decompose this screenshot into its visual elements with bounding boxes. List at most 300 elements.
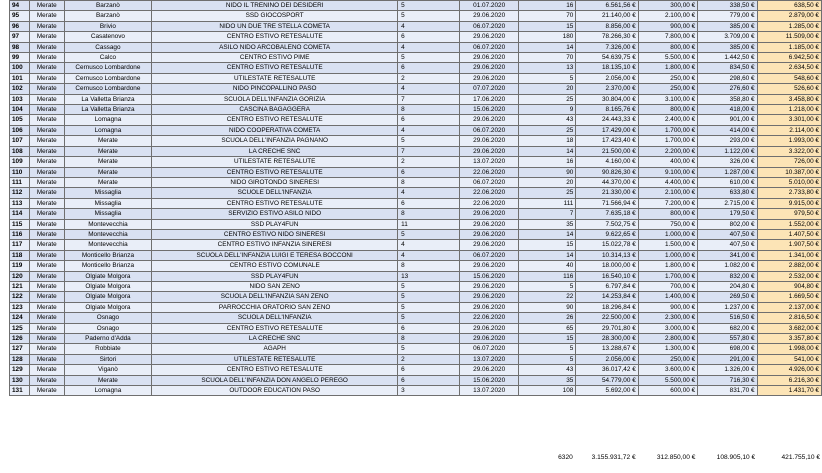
service-name-cell: CENTRO ESTIVO RETESALUTE	[152, 198, 398, 208]
amount-cell: 15.022,78 €	[576, 240, 638, 250]
children-cell: 15	[519, 21, 576, 31]
total-cell: 3.301,00 €	[757, 115, 821, 125]
children-cell: 35	[519, 375, 576, 385]
weeks-cell: 6	[398, 32, 460, 42]
children-cell: 5	[519, 281, 576, 291]
extra-cell: 298,60 €	[698, 73, 757, 83]
children-cell: 25	[519, 125, 576, 135]
municipality-cell: La Valletta Brianza	[64, 94, 152, 104]
municipality-cell: Cernusco Lombardone	[64, 84, 152, 94]
extra-cell: 834,50 €	[698, 63, 757, 73]
municipality-cell: Brivio	[64, 21, 152, 31]
children-cell: 108	[519, 386, 576, 396]
table-row	[10, 209, 822, 219]
extra-cell: 276,60 €	[698, 84, 757, 94]
amount-cell: 16.540,10 €	[576, 271, 638, 281]
total-cell: 3.682,00 €	[757, 323, 821, 333]
start-date-cell: 15.06.2020	[459, 271, 518, 281]
contribution-cell: 800,00 €	[638, 105, 697, 115]
start-date-cell: 01.07.2020	[459, 1, 518, 11]
contribution-cell: 2.300,00 €	[638, 313, 697, 323]
row-number: 111	[10, 177, 30, 187]
contribution-cell: 2.200,00 €	[638, 146, 697, 156]
start-date-cell: 15.06.2020	[459, 375, 518, 385]
weeks-cell: 4	[398, 42, 460, 52]
service-name-cell: SSD PLAY4FUN	[152, 219, 398, 229]
weeks-cell: 8	[398, 177, 460, 187]
service-name-cell: CASCINA BAGAGGERA	[152, 105, 398, 115]
province-cell: Merate	[29, 32, 64, 42]
children-cell: 13	[519, 63, 576, 73]
extra-cell: 269,50 €	[698, 292, 757, 302]
contribution-cell: 250,00 €	[638, 73, 697, 83]
start-date-cell: 29.06.2020	[459, 240, 518, 250]
service-name-cell: SCUOLA DELL'INFANZIA PAGNANO	[152, 136, 398, 146]
amount-cell: 78.266,30 €	[576, 32, 638, 42]
amount-cell: 9.622,65 €	[576, 229, 638, 239]
extra-cell: 326,00 €	[698, 157, 757, 167]
row-number: 101	[10, 73, 30, 83]
extra-cell: 341,00 €	[698, 250, 757, 260]
children-cell: 40	[519, 261, 576, 271]
row-number: 119	[10, 261, 30, 271]
extra-cell: 557,80 €	[698, 334, 757, 344]
extra-cell: 179,50 €	[698, 209, 757, 219]
start-date-cell: 06.07.2020	[459, 177, 518, 187]
contribution-cell: 750,00 €	[638, 219, 697, 229]
weeks-cell: 8	[398, 209, 460, 219]
weeks-cell: 5	[398, 313, 460, 323]
service-name-cell: UTILESTATE RETESALUTE	[152, 73, 398, 83]
total-cell: 2.634,50 €	[757, 63, 821, 73]
service-name-cell: PARROCCHIA ORATORIO SAN ZENO	[152, 302, 398, 312]
contribution-cell: 3.100,00 €	[638, 94, 697, 104]
start-date-cell: 29.06.2020	[459, 73, 518, 83]
table-row	[10, 354, 822, 364]
start-date-cell: 29.06.2020	[459, 323, 518, 333]
contribution-cell: 7.200,00 €	[638, 198, 697, 208]
province-cell: Merate	[29, 177, 64, 187]
service-name-cell: NIDO SAN ZENO	[152, 281, 398, 291]
province-cell: Merate	[29, 302, 64, 312]
extra-cell: 3.709,00 €	[698, 32, 757, 42]
province-cell: Merate	[29, 73, 64, 83]
amount-cell: 8.856,00 €	[576, 21, 638, 31]
contribution-cell: 5.500,00 €	[638, 53, 697, 63]
table-row	[10, 84, 822, 94]
total-cell: 6.216,30 €	[757, 375, 821, 385]
contribution-cell: 3.000,00 €	[638, 323, 697, 333]
start-date-cell: 22.06.2020	[459, 313, 518, 323]
province-cell: Merate	[29, 21, 64, 31]
province-cell: Merate	[29, 167, 64, 177]
municipality-cell: Merate	[64, 375, 152, 385]
extra-cell: 832,00 €	[698, 271, 757, 281]
municipality-cell: Monticello Brianza	[64, 261, 152, 271]
extra-cell: 610,00 €	[698, 177, 757, 187]
province-cell: Merate	[29, 146, 64, 156]
amount-cell: 6.561,56 €	[576, 1, 638, 11]
total-cell: 2.882,00 €	[757, 261, 821, 271]
table-row	[10, 21, 822, 31]
total-cell: 1.907,50 €	[757, 240, 821, 250]
amount-cell: 44.370,00 €	[576, 177, 638, 187]
table-row	[10, 323, 822, 333]
total-sum-b: 312.850,00 €	[656, 453, 696, 461]
service-name-cell: SCUOLA DELL'INFANZIA DON ANGELO PEREGO	[152, 375, 398, 385]
table-row	[10, 157, 822, 167]
row-number: 97	[10, 32, 30, 42]
children-cell: 22	[519, 292, 576, 302]
service-name-cell: UTILESTATE RETESALUTE	[152, 354, 398, 364]
children-cell: 70	[519, 11, 576, 21]
municipality-cell: Montevecchia	[64, 219, 152, 229]
contribution-cell: 700,00 €	[638, 281, 697, 291]
start-date-cell: 29.06.2020	[459, 302, 518, 312]
total-cell: 2.137,00 €	[757, 302, 821, 312]
weeks-cell: 5	[398, 136, 460, 146]
total-cell: 1.407,50 €	[757, 229, 821, 239]
service-name-cell: LA CRECHE SNC	[152, 146, 398, 156]
row-number: 122	[10, 292, 30, 302]
amount-cell: 18.296,84 €	[576, 302, 638, 312]
service-name-cell: NIDO COOPERATIVA COMETA	[152, 125, 398, 135]
children-cell: 43	[519, 365, 576, 375]
table-row	[10, 219, 822, 229]
extra-cell: 716,30 €	[698, 375, 757, 385]
children-cell: 14	[519, 42, 576, 52]
province-cell: Merate	[29, 136, 64, 146]
start-date-cell: 13.07.2020	[459, 386, 518, 396]
total-cell: 638,50 €	[757, 1, 821, 11]
total-cell: 979,50 €	[757, 209, 821, 219]
weeks-cell: 7	[398, 146, 460, 156]
table-row	[10, 344, 822, 354]
municipality-cell: Lomagna	[64, 115, 152, 125]
children-cell: 180	[519, 32, 576, 42]
row-number: 126	[10, 334, 30, 344]
province-cell: Merate	[29, 188, 64, 198]
province-cell: Merate	[29, 229, 64, 239]
start-date-cell: 29.06.2020	[459, 219, 518, 229]
amount-cell: 71.566,94 €	[576, 198, 638, 208]
weeks-cell: 5	[398, 11, 460, 21]
row-number: 130	[10, 375, 30, 385]
start-date-cell: 17.06.2020	[459, 94, 518, 104]
contribution-cell: 2.100,00 €	[638, 188, 697, 198]
row-number: 98	[10, 42, 30, 52]
municipality-cell: Montevecchia	[64, 240, 152, 250]
row-number: 96	[10, 21, 30, 31]
contribution-cell: 9.100,00 €	[638, 167, 697, 177]
extra-cell: 414,00 €	[698, 125, 757, 135]
service-name-cell: CENTRO ESTIVO PIME	[152, 53, 398, 63]
weeks-cell: 5	[398, 281, 460, 291]
table-row	[10, 261, 822, 271]
table-row	[10, 53, 822, 63]
children-cell: 16	[519, 1, 576, 11]
extra-cell: 1.237,00 €	[698, 302, 757, 312]
municipality-cell: Merate	[64, 167, 152, 177]
children-cell: 7	[519, 209, 576, 219]
contribution-cell: 4.400,00 €	[638, 177, 697, 187]
weeks-cell: 5	[398, 302, 460, 312]
start-date-cell: 29.06.2020	[459, 365, 518, 375]
table-row	[10, 1, 822, 11]
province-cell: Merate	[29, 157, 64, 167]
municipality-cell: Cernusco Lombardone	[64, 63, 152, 73]
total-sum-total: 421.755,10 €	[781, 453, 820, 461]
table-row	[10, 188, 822, 198]
amount-cell: 5.692,00 €	[576, 386, 638, 396]
contribution-cell: 2.800,00 €	[638, 334, 697, 344]
children-cell: 14	[519, 250, 576, 260]
municipality-cell: Calco	[64, 53, 152, 63]
row-number: 123	[10, 302, 30, 312]
province-cell: Merate	[29, 323, 64, 333]
weeks-cell: 6	[398, 198, 460, 208]
children-cell: 20	[519, 177, 576, 187]
service-name-cell: CENTRO ESTIVO RETESALUTE	[152, 115, 398, 125]
province-cell: Merate	[29, 11, 64, 21]
total-cell: 726,00 €	[757, 157, 821, 167]
amount-cell: 17.429,00 €	[576, 125, 638, 135]
children-cell: 116	[519, 271, 576, 281]
weeks-cell: 6	[398, 115, 460, 125]
service-name-cell: CENTRO ESTIVO RETESALUTE	[152, 63, 398, 73]
province-cell: Merate	[29, 84, 64, 94]
amount-cell: 4.160,00 €	[576, 157, 638, 167]
children-cell: 70	[519, 53, 576, 63]
contribution-cell: 1.000,00 €	[638, 229, 697, 239]
weeks-cell: 8	[398, 334, 460, 344]
table-row	[10, 136, 822, 146]
total-cell: 11.509,00 €	[757, 32, 821, 42]
municipality-cell: Sirtori	[64, 354, 152, 364]
amount-cell: 21.140,00 €	[576, 11, 638, 21]
start-date-cell: 29.06.2020	[459, 229, 518, 239]
service-name-cell: NIDO IL TRENINO DEI DESIDERI	[152, 1, 398, 11]
children-cell: 90	[519, 167, 576, 177]
table-row	[10, 146, 822, 156]
weeks-cell: 6	[398, 365, 460, 375]
row-number: 106	[10, 125, 30, 135]
service-name-cell: AGAPH	[152, 344, 398, 354]
data-table	[9, 0, 822, 396]
row-number: 120	[10, 271, 30, 281]
total-cell: 1.993,00 €	[757, 136, 821, 146]
municipality-cell: Merate	[64, 146, 152, 156]
children-cell: 18	[519, 136, 576, 146]
start-date-cell: 15.06.2020	[459, 105, 518, 115]
municipality-cell: Merate	[64, 177, 152, 187]
table-row	[10, 386, 822, 396]
table-row	[10, 313, 822, 323]
row-number: 100	[10, 63, 30, 73]
service-name-cell: SCUOLA DELL'INFANZIA LUIGI E TERESA BOCCONI	[152, 250, 398, 260]
table-row	[10, 365, 822, 375]
total-cell: 1.552,00 €	[757, 219, 821, 229]
amount-cell: 10.314,13 €	[576, 250, 638, 260]
row-number: 94	[10, 1, 30, 11]
table-row	[10, 115, 822, 125]
total-sum-a: 3.155.931,72 €	[591, 453, 636, 461]
province-cell: Merate	[29, 292, 64, 302]
weeks-cell: 5	[398, 1, 460, 11]
weeks-cell: 5	[398, 53, 460, 63]
row-number: 108	[10, 146, 30, 156]
extra-cell: 291,00 €	[698, 354, 757, 364]
children-cell: 16	[519, 157, 576, 167]
children-cell: 25	[519, 188, 576, 198]
amount-cell: 54.639,75 €	[576, 53, 638, 63]
contribution-cell: 1.700,00 €	[638, 136, 697, 146]
weeks-cell: 7	[398, 94, 460, 104]
service-name-cell: SCUOLE DELL'INFANZIA	[152, 188, 398, 198]
contribution-cell: 300,00 €	[638, 1, 697, 11]
start-date-cell: 29.06.2020	[459, 11, 518, 21]
amount-cell: 22.500,00 €	[576, 313, 638, 323]
start-date-cell: 06.07.2020	[459, 344, 518, 354]
extra-cell: 1.122,00 €	[698, 146, 757, 156]
service-name-cell: ASILO NIDO ARCOBALENO COMETA	[152, 42, 398, 52]
children-cell: 5	[519, 344, 576, 354]
table-row	[10, 177, 822, 187]
children-cell: 9	[519, 105, 576, 115]
extra-cell: 1.287,00 €	[698, 167, 757, 177]
province-cell: Merate	[29, 63, 64, 73]
province-cell: Merate	[29, 354, 64, 364]
service-name-cell: CENTRO ESTIVO COMUNALE	[152, 261, 398, 271]
start-date-cell: 22.06.2020	[459, 198, 518, 208]
start-date-cell: 29.06.2020	[459, 32, 518, 42]
service-name-cell: SCUOLA DELL'INFANZIA	[152, 313, 398, 323]
amount-cell: 2.056,00 €	[576, 73, 638, 83]
start-date-cell: 29.06.2020	[459, 334, 518, 344]
table-row	[10, 94, 822, 104]
weeks-cell: 4	[398, 250, 460, 260]
contribution-cell: 1.400,00 €	[638, 292, 697, 302]
amount-cell: 30.804,00 €	[576, 94, 638, 104]
amount-cell: 36.017,42 €	[576, 365, 638, 375]
weeks-cell: 4	[398, 84, 460, 94]
weeks-cell: 4	[398, 240, 460, 250]
service-name-cell: NIDO PINCOPALLINO PASO	[152, 84, 398, 94]
table-row	[10, 11, 822, 21]
table-row	[10, 63, 822, 73]
start-date-cell: 29.06.2020	[459, 53, 518, 63]
contribution-cell: 1.500,00 €	[638, 240, 697, 250]
extra-cell: 293,00 €	[698, 136, 757, 146]
municipality-cell: Missaglia	[64, 188, 152, 198]
row-number: 116	[10, 229, 30, 239]
extra-cell: 698,00 €	[698, 344, 757, 354]
extra-cell: 682,00 €	[698, 323, 757, 333]
row-number: 112	[10, 188, 30, 198]
total-cell: 1.185,00 €	[757, 42, 821, 52]
children-cell: 65	[519, 323, 576, 333]
service-name-cell: CENTRO ESTIVO NIDO SINERESI	[152, 229, 398, 239]
table-row	[10, 302, 822, 312]
service-name-cell: SCUOLA DELL'INFANZIA SAN ZENO	[152, 292, 398, 302]
row-number: 102	[10, 84, 30, 94]
amount-cell: 90.826,30 €	[576, 167, 638, 177]
municipality-cell: Olgiate Molgora	[64, 271, 152, 281]
municipality-cell: Cernusco Lombardone	[64, 73, 152, 83]
children-cell: 5	[519, 73, 576, 83]
total-cell: 1.431,70 €	[757, 386, 821, 396]
amount-cell: 24.443,33 €	[576, 115, 638, 125]
service-name-cell: SERVIZIO ESTIVO ASILO NIDO	[152, 209, 398, 219]
municipality-cell: Barzanò	[64, 1, 152, 11]
row-number: 110	[10, 167, 30, 177]
weeks-cell: 5	[398, 292, 460, 302]
totals-row	[9, 452, 822, 462]
amount-cell: 7.326,00 €	[576, 42, 638, 52]
contribution-cell: 1.700,00 €	[638, 271, 697, 281]
row-number: 103	[10, 94, 30, 104]
municipality-cell: Montevecchia	[64, 229, 152, 239]
province-cell: Merate	[29, 271, 64, 281]
amount-cell: 17.423,40 €	[576, 136, 638, 146]
municipality-cell: Osnago	[64, 313, 152, 323]
children-cell: 43	[519, 115, 576, 125]
start-date-cell: 29.06.2020	[459, 63, 518, 73]
table-row	[10, 105, 822, 115]
province-cell: Merate	[29, 125, 64, 135]
weeks-cell: 4	[398, 21, 460, 31]
contribution-cell: 1.700,00 €	[638, 125, 697, 135]
table-body	[10, 1, 822, 396]
service-name-cell: CENTRO ESTIVO RETESALUTE	[152, 323, 398, 333]
row-number: 113	[10, 198, 30, 208]
municipality-cell: Monticello Brianza	[64, 250, 152, 260]
weeks-cell: 2	[398, 73, 460, 83]
row-number: 125	[10, 323, 30, 333]
total-cell: 541,00 €	[757, 354, 821, 364]
province-cell: Merate	[29, 386, 64, 396]
municipality-cell: Olgiate Molgora	[64, 302, 152, 312]
contribution-cell: 1.000,00 €	[638, 250, 697, 260]
contribution-cell: 600,00 €	[638, 386, 697, 396]
start-date-cell: 06.07.2020	[459, 250, 518, 260]
row-number: 99	[10, 53, 30, 63]
service-name-cell: OUTDOOR EDUCATION PASO	[152, 386, 398, 396]
municipality-cell: Missaglia	[64, 209, 152, 219]
contribution-cell: 250,00 €	[638, 84, 697, 94]
service-name-cell: SCUOLA DELL'INFANZIA GORIZIA	[152, 94, 398, 104]
table-row	[10, 334, 822, 344]
extra-cell: 385,00 €	[698, 42, 757, 52]
row-number: 115	[10, 219, 30, 229]
row-number: 117	[10, 240, 30, 250]
weeks-cell: 8	[398, 105, 460, 115]
amount-cell: 6.797,84 €	[576, 281, 638, 291]
province-cell: Merate	[29, 365, 64, 375]
weeks-cell: 13	[398, 271, 460, 281]
row-number: 104	[10, 105, 30, 115]
municipality-cell: Robbiate	[64, 344, 152, 354]
province-cell: Merate	[29, 42, 64, 52]
municipality-cell: Casatenovo	[64, 32, 152, 42]
children-cell: 15	[519, 334, 576, 344]
weeks-cell: 5	[398, 344, 460, 354]
table-row	[10, 198, 822, 208]
extra-cell: 633,80 €	[698, 188, 757, 198]
province-cell: Merate	[29, 115, 64, 125]
total-cell: 526,60 €	[757, 84, 821, 94]
contribution-cell: 1.800,00 €	[638, 63, 697, 73]
